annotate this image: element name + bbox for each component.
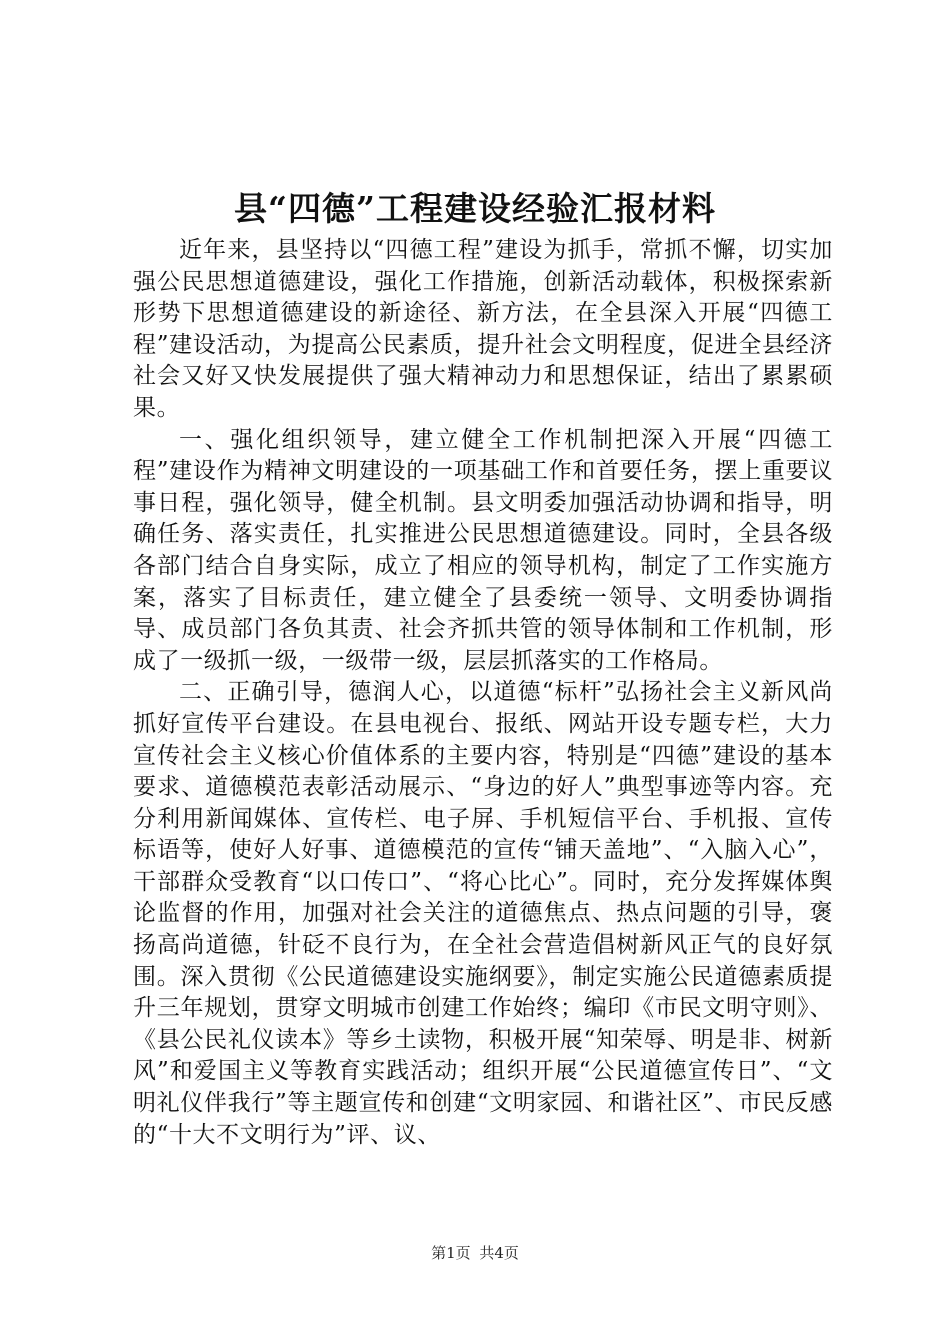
page-total: 共4页 (479, 1244, 519, 1262)
paragraph-section-2: 二、正确引导，德润人心，以道德“标杆”弘扬社会主义新风尚抓好宣传平台建设。在县电视台、报纸、网站开设专题专栏，大力宣传社会主义核心价值体系的主要内容，特别是“四德”建设的基本要求、道德模范表彰活动展示、“身边的好人”典型事迹等内容。充分利用新闻媒体、宣传栏、电子屏、手机短信平台、手机报、宣传标语等，使好人好事、道德模范的宣传“铺天盖地”、“入脑入心”，干部群众受教育“以口传口”、“将心比心”。同时，充分发挥媒体舆论监督的作用，加强对社会关注的道德焦点、热点问题的引导，褒扬高尚道德，针砭不良行为，在全社会营造倡树新风正气的良好氛围。深入贯彻《公民道德建设实施纲要》，制定实施公民道德素质提升三年规划，贯穿文明城市创建工作始终；编印《市民文明守则》、《县公民礼仪读本》等乡土读物，积极开展“知荣辱、明是非、树新风”和爱国主义等教育实践活动；组织开展“公民道德宣传日”、“文明礼仪伴我行”等主题宣传和创建“文明家园、和谐社区”、市民反感的“十大不文明行为”评、议、 (133, 679, 833, 1148)
paragraph-section-1: 一、强化组织领导，建立健全工作机制把深入开展“四德工程”建设作为精神文明建设的一项基础工作和首要任务，摆上重要议事日程，强化领导，健全机制。县文明委加强活动协调和指导，明确任务、落实责任，扎实推进公民思想道德建设。同时，全县各级各部门结合自身实际，成立了相应的领导机构，制定了工作实施方案，落实了目标责任，建立健全了县委统一领导、文明委协调指导、成员部门各负其责、社会齐抓共管的领导体制和工作机制，形成了一级抓一级，一级带一级，层层抓落实的工作格局。 (133, 426, 833, 674)
page-number: 第1页 (431, 1244, 471, 1262)
document-body (133, 235, 833, 1151)
document-title: 县“四德”工程建设经验汇报材料 (234, 189, 716, 228)
page-footer (0, 1243, 950, 1263)
paragraph-intro: 近年来，县坚持以“四德工程”建设为抓手，常抓不懈，切实加强公民思想道德建设，强化工作措施，创新活动载体，积极探索新形势下思想道德建设的新途径、新方法，在全县深入开展“四德工程”建设活动，为提高公民素质，提升社会文明程度，促进全县经济社会又好又快发展提供了强大精神动力和思想保证，结出了累累硕果。 (133, 237, 833, 421)
